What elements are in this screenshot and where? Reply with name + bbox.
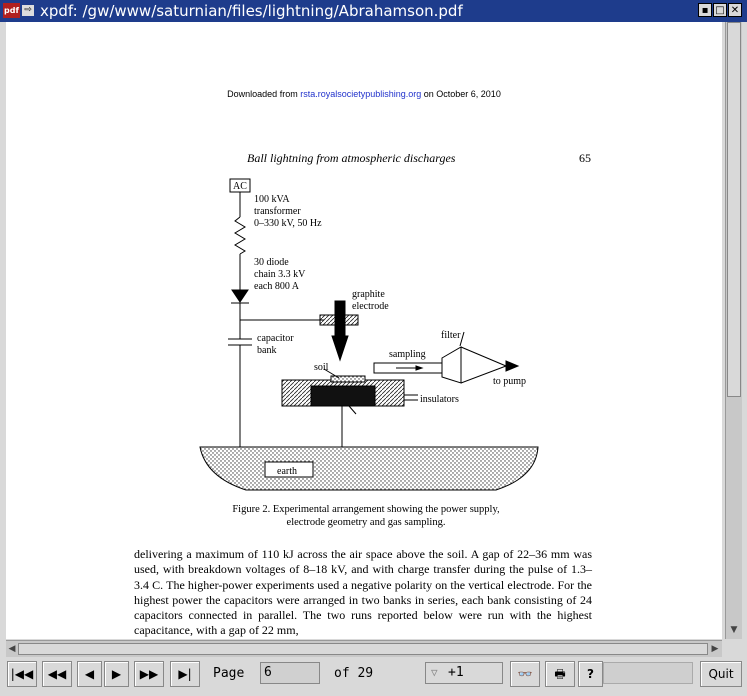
running-head: Ball lightning from atmospheric discharges xyxy=(247,151,456,165)
page-number: 65 xyxy=(579,151,591,165)
label-earth: earth xyxy=(277,466,297,477)
status-area xyxy=(603,662,693,684)
page-number-input[interactable]: 6 xyxy=(260,662,320,684)
label-graphite-1: graphite xyxy=(352,289,385,300)
zoom-dropdown-icon: ▽ xyxy=(431,666,438,679)
horizontal-scrollbar[interactable] xyxy=(6,640,722,657)
label-soil: soil xyxy=(314,362,329,373)
maximize-icon[interactable]: □ xyxy=(713,3,727,17)
zoom-select[interactable] xyxy=(425,662,503,684)
label-filter: filter xyxy=(441,330,461,341)
caption-line-1: Figure 2. Experimental arrangement showing the power supply, xyxy=(232,504,500,515)
label-transformer-1: 100 kVA xyxy=(254,194,290,205)
label-transformer-2: transformer xyxy=(254,206,301,217)
window-menu-icon[interactable]: ⇨ xyxy=(22,5,34,16)
figure-diagram xyxy=(6,22,722,502)
quit-button[interactable]: Quit xyxy=(700,661,742,687)
toolbar xyxy=(0,657,747,696)
last-page-icon[interactable]: ▶| xyxy=(170,661,200,687)
caption-line-2: electrode geometry and gas sampling. xyxy=(286,517,446,528)
scroll-right-icon[interactable]: ▶ xyxy=(711,644,719,654)
download-prefix: Downloaded from xyxy=(227,89,301,99)
figure-caption xyxy=(156,503,576,529)
label-to-pump: to pump xyxy=(493,376,527,387)
horizontal-scroll-thumb[interactable] xyxy=(18,643,708,655)
page-label: Page xyxy=(213,666,245,681)
download-link[interactable]: rsta.royalsocietypublishing.org xyxy=(300,89,422,99)
page-count-label: of 29 xyxy=(334,666,374,681)
vertical-scrollbar[interactable] xyxy=(725,22,742,639)
first-page-icon[interactable]: |◀◀ xyxy=(7,661,37,687)
label-diode-3: each 800 A xyxy=(254,281,299,292)
label-transformer-3: 0–330 kV, 50 Hz xyxy=(254,218,322,229)
label-insulators: insulators xyxy=(420,394,459,405)
label-diode-2: chain 3.3 kV xyxy=(254,269,306,280)
back-five-icon[interactable]: ◀◀ xyxy=(42,661,72,687)
scroll-left-icon[interactable]: ◀ xyxy=(8,644,16,654)
body-text: delivering a maximum of 110 kJ across the air space above the soil. A gap of 22–36 mm was used, with breakdown voltages of 8–18 kV, and with charge transfer during the pulse of 1.3–3.4 C. The higher-power experiments used a negative polarity on the vertical electrode. For the highest power the capacitors were arranged in two banks in series, each bank consisting of 24 capacitors connected in parallel. The two runs reported below were run with the highest capacitance, with a gap of 22 mm, xyxy=(134,547,592,638)
label-ac: AC xyxy=(233,181,247,192)
window-title: xpdf: /gw/www/saturnian/files/lightning/Abrahamson.pdf xyxy=(40,2,463,20)
body-paragraph xyxy=(134,547,592,639)
app-icon[interactable]: pdf xyxy=(3,3,20,18)
next-page-icon[interactable]: ▶ xyxy=(104,661,129,687)
vertical-scroll-thumb[interactable] xyxy=(727,22,741,397)
title-bar xyxy=(0,0,747,22)
find-icon[interactable]: 👓 xyxy=(510,661,540,687)
label-capacitor-2: bank xyxy=(257,345,277,356)
label-sampling: sampling xyxy=(389,349,426,360)
prev-page-icon[interactable]: ◀ xyxy=(77,661,102,687)
scroll-down-icon[interactable]: ▼ xyxy=(730,625,738,635)
label-graphite-2: electrode xyxy=(352,301,389,312)
label-diode-1: 30 diode xyxy=(254,257,289,268)
close-icon[interactable]: ✕ xyxy=(728,3,742,17)
download-suffix: on October 6, 2010 xyxy=(421,89,501,99)
label-capacitor-1: capacitor xyxy=(257,333,294,344)
forward-five-icon[interactable]: ▶▶ xyxy=(134,661,164,687)
help-icon[interactable]: ? xyxy=(578,661,603,687)
zoom-value: +1 xyxy=(448,665,464,680)
print-icon[interactable]: 🖶 xyxy=(545,661,575,687)
pdf-page-view[interactable] xyxy=(6,22,722,639)
minimize-icon[interactable]: ▪ xyxy=(698,3,712,17)
